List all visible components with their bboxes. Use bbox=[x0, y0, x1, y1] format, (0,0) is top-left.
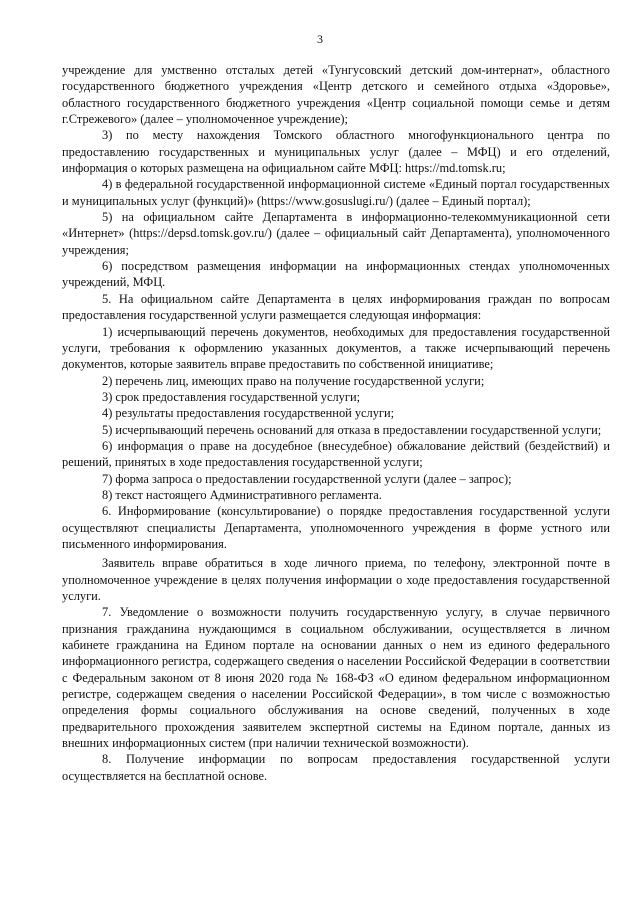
paragraph: 6) посредством размещения информации на информационных стендах уполномоченных учреждений, МФЦ. bbox=[62, 259, 610, 290]
paragraph: 7) форма запроса о предоставлении государственной услуги (далее – запрос); bbox=[102, 471, 512, 486]
paragraph: 3) по месту нахождения Томского областного многофункционального центра по предоставлению государственных и муниципальных услуг (далее – МФЦ) и его отделений, информация о которых размещена на официальном сайте МФЦ: https://md.tomsk.ru; bbox=[62, 128, 610, 176]
paragraph: 4) в федеральной государственной информационной системе «Единый портал государственных и муниципальных услуг (функций)» (https://www.gosuslugi.ru/) (далее – Единый портал); bbox=[62, 177, 610, 208]
paragraph: 8) текст настоящего Административного регламента. bbox=[102, 487, 382, 502]
paragraph: 4) результаты предоставления государственной услуги; bbox=[102, 406, 395, 421]
paragraph: 8. Получение информации по вопросам предоставления государственной услуги осуществляется на бесплатной основе. bbox=[62, 752, 610, 783]
paragraph: Заявитель вправе обратиться в ходе личного приема, по телефону, электронной почте в уполномоченное учреждение в целях получения информации о ходе предоставления государственной услуги. bbox=[62, 556, 610, 603]
paragraph: 7. Уведомление о возможности получить государственную услугу, в случае первичного признания гражданина нуждающимся в социальном обслуживании, осуществляется в личном кабинете гражданина на Едином портале на основании данных о нем из единого федерального информационного регистра, содержащего сведения о населении Российской Федерации в соответствии с Федеральным законом от 8 июня 2020 года № 168-ФЗ «О едином федеральном информационном регистре, содержащем сведения о населении Российской Федерации», в том числе с возможностью определения формы социального обслуживания на основе сведений, полученных в ходе предварительного прохождения заявителем экспертной системы на Едином портале, данных из внешних информационных систем (при наличии технической возможности). bbox=[62, 605, 610, 751]
paragraph: 1) исчерпывающий перечень документов, необходимых для предоставления государственной услуги, требования к оформлению указанных документов, а также исчерпывающий перечень документов, которые заявитель вправе предоставить по собственной инициативе; bbox=[62, 324, 610, 372]
paragraph: 6. Информирование (консультирование) о порядке предоставления государственной услуги осуществляют специалисты Департамента, уполномоченного учреждения в форме устного или письменного информирования. bbox=[62, 504, 610, 551]
paragraph-continuation: учреждение для умственно отсталых детей «Тунгусовский детский дом-интернат», областного государственного бюджетного учреждения «Центр детского и семейного отдыха «Здоровье», областного государственного бюджетного учреждения «Центр социальной помощи семье и детям г.Стрежевого» (далее – уполномоченное учреждение); bbox=[62, 63, 610, 127]
page-number: 3 bbox=[317, 32, 323, 46]
paragraph: 6) информация о праве на досудебное (внесудебное) обжалование действий (бездействий) и решений, принятых в ходе предоставления государственной услуги; bbox=[62, 438, 610, 470]
paragraph: 5) исчерпывающий перечень оснований для отказа в предоставлении государственной услуги; bbox=[102, 422, 602, 437]
paragraph: 5. На официальном сайте Департамента в целях информирования граждан по вопросам предоставления государственной услуги размещается следующая информация: bbox=[62, 291, 610, 323]
paragraph: 3) срок предоставления государственной услуги; bbox=[102, 389, 361, 404]
paragraph: 5) на официальном сайте Департамента в информационно-телекоммуникационной сети «Интернет» (https://depsd.tomsk.gov.ru/) (далее – официальный сайт Департамента), уполномоченного учреждения; bbox=[62, 210, 610, 257]
paragraph: 2) перечень лиц, имеющих право на получение государственной услуги; bbox=[102, 373, 485, 388]
document-body bbox=[62, 62, 610, 784]
